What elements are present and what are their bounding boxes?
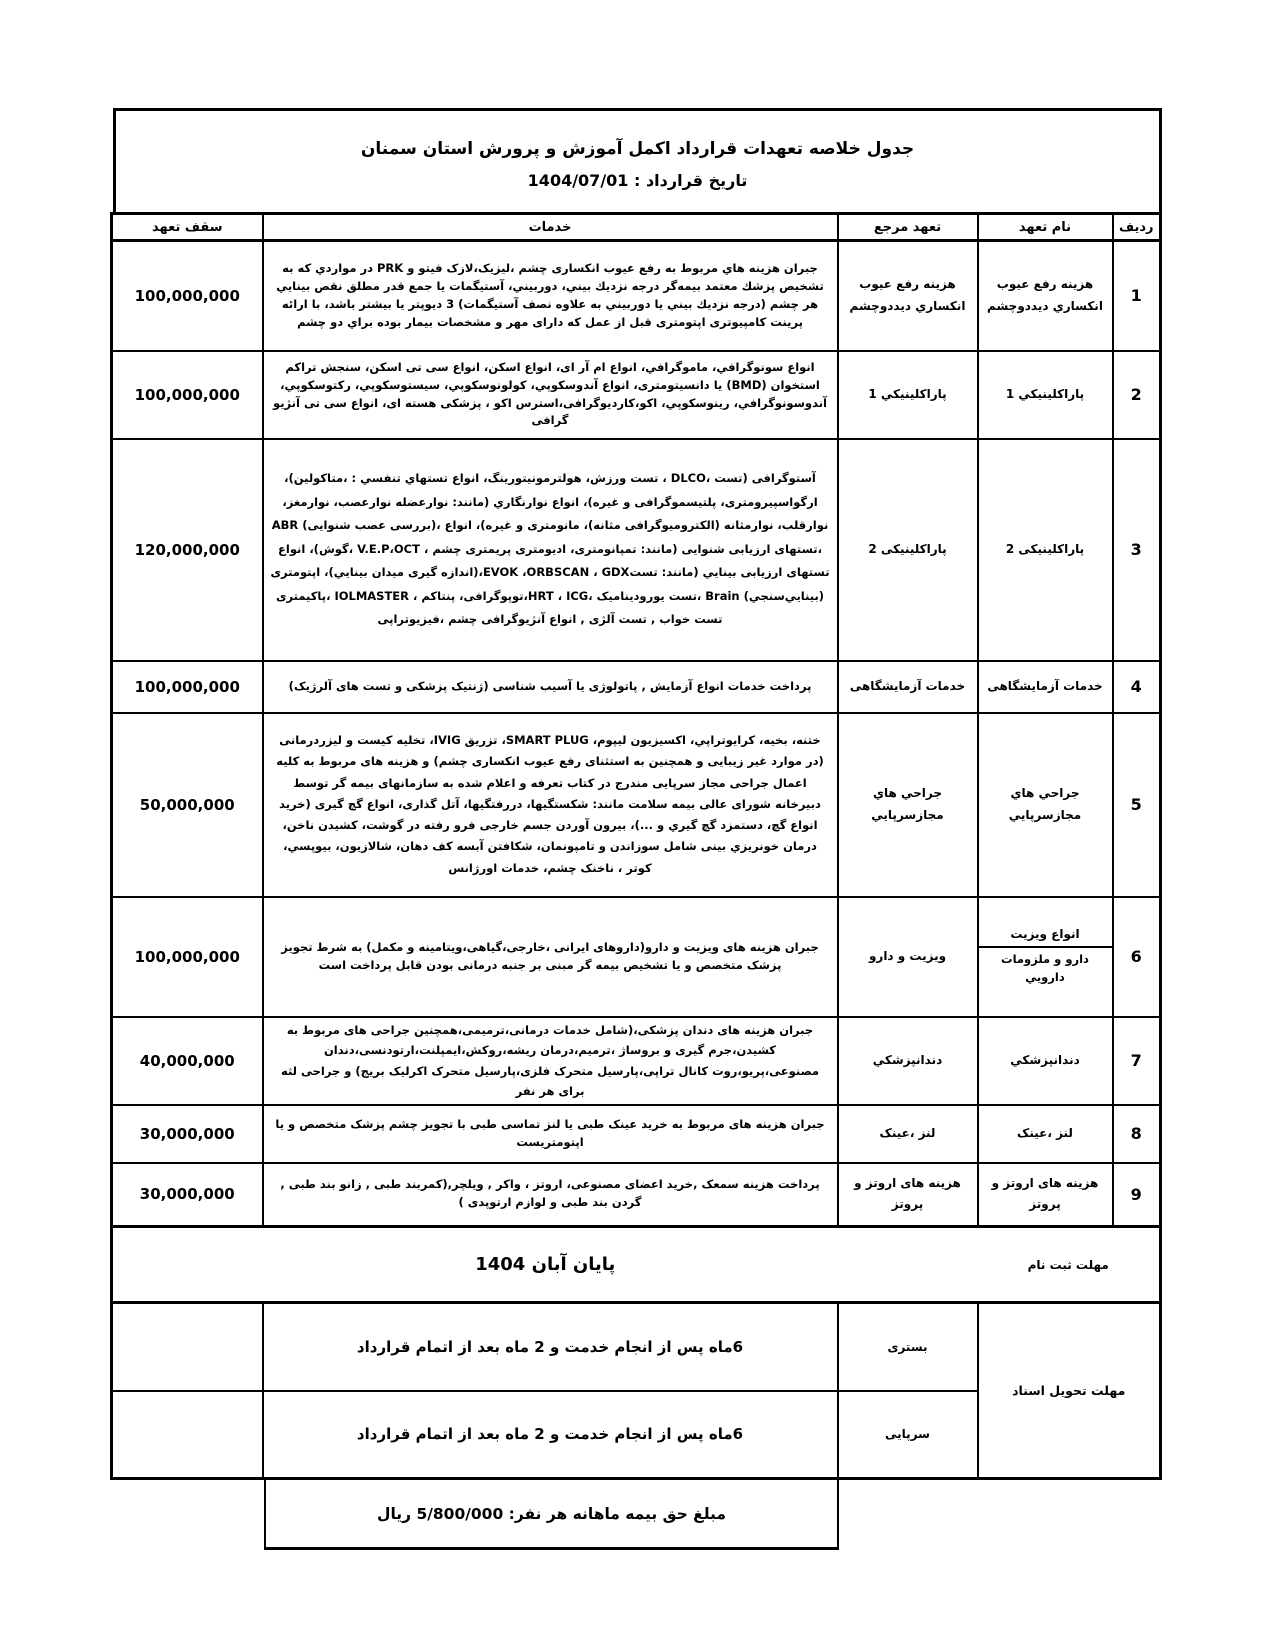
document-title-box: [113, 108, 1162, 212]
documents-deadline-row: [112, 1303, 1161, 1391]
obligations-table: [110, 212, 1162, 1480]
documents-deadline-outpatient: 6ماه پس از انجام خدمت و 2 ماه بعد از اتمام قرارداد: [263, 1391, 838, 1479]
table-row: [112, 241, 1161, 351]
registration-deadline-value: پايان آبان 1404: [112, 1227, 978, 1303]
documents-deadline-inpatient: 6ماه پس از انجام خدمت و 2 ماه بعد از اتمام قرارداد: [263, 1303, 838, 1391]
reference-obligation: ويزيت و دارو: [838, 897, 978, 1017]
services-description: پرداخت خدمات انواع آزمايش , پاتولوژى يا آسيب شناسى (ژنتيک پزشكى و تست هاى آلرژيک): [263, 661, 838, 713]
ceiling-amount: 100,000,000: [112, 241, 263, 351]
ceiling-amount: 30,000,000: [112, 1163, 263, 1227]
documents-type-outpatient: سرپايى: [838, 1391, 978, 1479]
services-description: جبران هزينه هاى دندان پزشكى،(شامل خدمات درمانى،ترميمى،همچنين جراحى هاى مربوط به كشيدن،جرم گيرى و بروساژ ،ترميم،درمان ريشه،روكش،ايمپلنت،ارتودنسى،دندان مصنوعى،پريو،روت كانال تراپى،پارسيل متحرک فلزى،پارسيل متحرک اكرليک بريج) و جراحى لثه براى هر نفر: [263, 1017, 838, 1105]
services-description: جبران هزينه هاي مربوط به رفع عيوب انكسارى چشم ،ليزيک،لازک فيتو و PRK در مواردي كه به تشخيص پزشك معتمد بيمه‌گر درجه نزديك بيني، دوربيني، آستيگمات يا جمع قدر مطلق نقص بينايي هر چشم (درجه نزديك بيني يا دوربيني به علاوه نصف آستيگمات) 3 ديوپتر يا بيشتر باشد، با ارائه پرينت كامپيوترى اپتومترى قبل از عمل كه داراى مهر و مشخصات بيمار بوده براي دو چشم: [263, 241, 838, 351]
contract-summary-document: [113, 108, 1162, 1550]
obligation-name: خدمات آزمايشگاهى: [978, 661, 1113, 713]
registration-deadline-label: مهلت ثبت نام: [978, 1227, 1161, 1303]
obligation-name: هزينه هاى اروتز و پروتز: [978, 1163, 1113, 1227]
obligation-name: جراحي هاي مجازسرپايي: [978, 713, 1113, 897]
row-number: 9: [1113, 1163, 1161, 1227]
reference-obligation: خدمات آزمايشگاهى: [838, 661, 978, 713]
table-row: [112, 1105, 1161, 1163]
services-description: پرداخت هزينه سمعک ,خريد اعضاى مصنوعى، اروتز ، واكر , ويلچر,(كمربند طبى , زانو بند طبى , گردن بند طبى و لوازم ارتوپدى ): [263, 1163, 838, 1227]
row-number: 8: [1113, 1105, 1161, 1163]
reference-obligation: دندانپزشكي: [838, 1017, 978, 1105]
obligation-name-split: [978, 897, 1113, 1017]
reference-obligation: هزينه رفع عيوب انكساري ديددوچشم: [838, 241, 978, 351]
documents-type-inpatient: بسترى: [838, 1303, 978, 1391]
row-number: 7: [1113, 1017, 1161, 1105]
header-obligation-name: نام تعهد: [978, 214, 1113, 241]
ceiling-amount: 30,000,000: [112, 1105, 263, 1163]
contract-date: تاريخ قرارداد : 1404/07/01: [527, 171, 748, 190]
ceiling-amount: 40,000,000: [112, 1017, 263, 1105]
monthly-premium-text: مبلغ حق بيمه ماهانه هر نفر: 5/800/000 ريال: [377, 1504, 726, 1523]
ceiling-amount: 100,000,000: [112, 661, 263, 713]
table-row: [112, 897, 1161, 1017]
reference-obligation: پاراكلينيكي 1: [838, 351, 978, 439]
registration-deadline-row: [112, 1227, 1161, 1303]
header-ceiling: سقف تعهد: [112, 214, 263, 241]
header-reference-obligation: تعهد مرجع: [838, 214, 978, 241]
table-header-row: [112, 214, 1161, 241]
monthly-premium-box: [264, 1480, 839, 1550]
row-number: 4: [1113, 661, 1161, 713]
document-title: جدول خلاصه تعهدات قرارداد اكمل آموزش و پرورش استان سمنان: [360, 139, 915, 159]
table-row: [112, 713, 1161, 897]
obligation-name-drugs: دارو و ملزومات دارويي: [979, 946, 1112, 989]
table-row: [112, 351, 1161, 439]
reference-obligation: جراحي هاي مجازسرپايي: [838, 713, 978, 897]
row-number: 1: [1113, 241, 1161, 351]
empty-cell: [112, 1303, 263, 1391]
reference-obligation: پاراكلينيكى 2: [838, 439, 978, 661]
table-row: [112, 439, 1161, 661]
documents-deadline-label: مهلت تحويل اسناد: [978, 1303, 1161, 1479]
table-row: [112, 1017, 1161, 1105]
services-description: آستوگرافى (تست ،DLCO ، تست ورزش، هولترمونيتورينگ، انواع تستهاي تنفسي : ،متاكولين)، ارگواسپيرومترى، پلتيسموگرافى و غيره)، انواع نوارنگاري (مانند: نوارعضله نوارعصب، نوارمغز، نوارقلب، نوارمثانه (الكتروميوگرافى مثانه)، مانومترى و غيره)، انواع ،(بررسى عصب شنوايى) ABR ،تستهاى ارزيابى شنوايى (مانند: تمپانومترى، اديومترى پريمترى چشم ، V.E.P،OCT ،گوش)، انواع تستهاى ارزيابى بينايي (مانند: تستEVOK ،ORBSCAN ، GDX،(اندازه گيرى ميدان بينايي)، اپتومترى (بينايي‌سنجي) Brain ،تست يوروديناميک ،HRT ، ICG،توپوگرافى، پنتاكم ، IOLMASTER ،پاكيمترى تست خواب , تست آلژى , انواع آنژيوگرافى چشم ،فيزيوتراپى: [263, 439, 838, 661]
row-number: 3: [1113, 439, 1161, 661]
services-description: ختنه، بخيه، كرايوتراپي، اكسيزيون ليپوم، SMART PLUG، تزريق IVIG، تخليه كيست و ليزردرمانى (در موارد غير زيبايى و همچنين به استثناى رفع عيوب انكسارى چشم) و هزينه هاى مربوط به كليه اعمال جراحى مجاز سرپايى مندرج در كتاب تعرفه و اعلام شده به سازمانهاى بيمه گر توسط دبيرخانه شوراى عالى بيمه سلامت مانند: شكستگيها، دررفتگيها، آتل گذارى، انواع گچ گيرى (خريد انواع گچ، دستمزد گچ گيري و ...)، بيرون آوردن جسم خارجى فرو رفته در گوشت، كشيدن ناخن، درمان خونريزي بينى شامل سوزاندن و تامپونمان، شكافتن آبسه كف دهان، شالازيون، بيوپسي، كوتر ، ناخنک چشم، خدمات اورژانس: [263, 713, 838, 897]
obligation-name: پاراكلينيكي 1: [978, 351, 1113, 439]
ceiling-amount: 100,000,000: [112, 351, 263, 439]
ceiling-amount: 50,000,000: [112, 713, 263, 897]
header-row-number: رديف: [1113, 214, 1161, 241]
obligation-name: لنز ،عينک: [978, 1105, 1113, 1163]
row-number: 2: [1113, 351, 1161, 439]
table-row: [112, 661, 1161, 713]
ceiling-amount: 100,000,000: [112, 897, 263, 1017]
row-number: 5: [1113, 713, 1161, 897]
table-row: [112, 1163, 1161, 1227]
obligation-name: پاراكلينيكى 2: [978, 439, 1113, 661]
obligation-name: دندانپزشكي: [978, 1017, 1113, 1105]
reference-obligation: لنز ،عينک: [838, 1105, 978, 1163]
header-services: خدمات: [263, 214, 838, 241]
services-description: جبران هزينه هاى ويزيت و دارو(داروهاى ايرانى ،خارجى،گياهى،ويتامينه و مكمل) به شرط تجويز پزشک متخصص و يا تشخيص بيمه گر مبنى بر جنبه درمانى بودن قابل پرداخت است: [263, 897, 838, 1017]
obligation-name-visits: انواع ويزيت: [1010, 927, 1080, 942]
services-description: انواع سونوگرافي، ماموگرافي، انواع ام آر اى، انواع اسكن، انواع سى تى اسكن، سنجش تراكم استخوان (BMD) يا دانسيتومترى، انواع آندوسكوپي، كولونوسكوپي، سيستوسكوپي، ركتوسكوپي، آندوسونوگرافي، رينوسكوپي، اكو،كارديوگرافى،استرس اكو ، پزشكى هسته اى، انواع سى تى آنژيو گرافى: [263, 351, 838, 439]
obligation-name: هزينه رفع عيوب انكساري ديددوچشم: [978, 241, 1113, 351]
ceiling-amount: 120,000,000: [112, 439, 263, 661]
services-description: جبران هزينه هاى مربوط به خريد عينک طبى يا لنز تماسى طبى با تجويز چشم پزشک متخصص و يا اپتومتريست: [263, 1105, 838, 1163]
reference-obligation: هزينه هاى اروتز و پروتز: [838, 1163, 978, 1227]
row-number: 6: [1113, 897, 1161, 1017]
empty-cell: [112, 1391, 263, 1479]
